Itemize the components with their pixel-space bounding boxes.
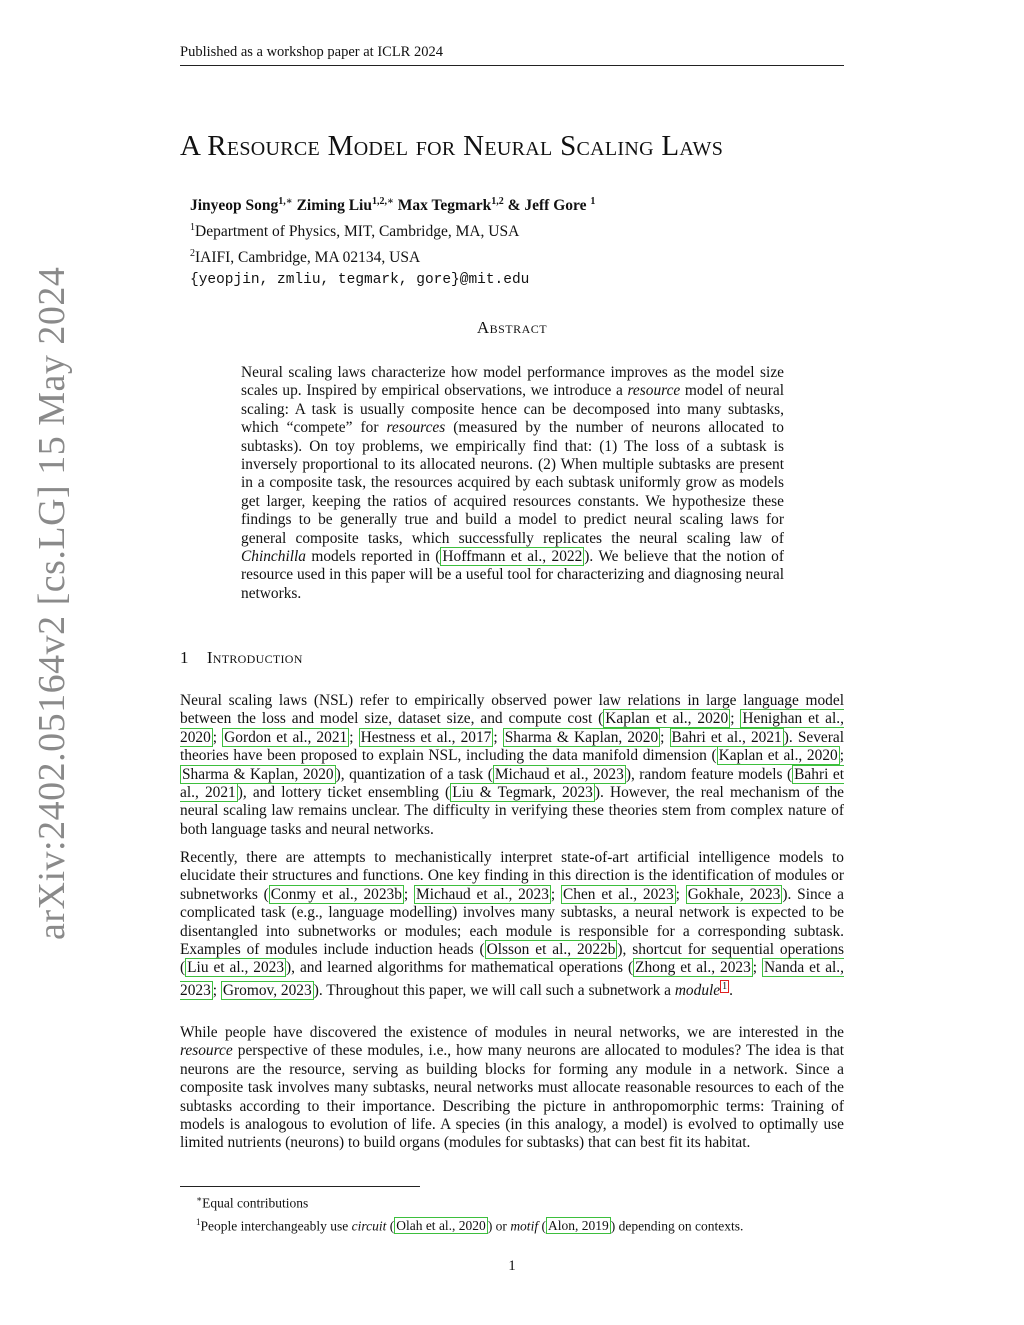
abstract-heading: Abstract: [476, 318, 548, 337]
text-run: ). Throughout this paper, we will call such a subnetwork a: [313, 981, 675, 999]
abstract-text: [241, 364, 784, 603]
emphasis: resource: [180, 1042, 233, 1060]
footnote-mark: ∗: [196, 1194, 203, 1204]
citation-link[interactable]: Hoffmann et al., 2022: [442, 548, 583, 566]
arxiv-identifier: arXiv:2402.05164v2 [cs.LG] 15 May 2024: [31, 266, 73, 940]
separator: ;: [550, 885, 562, 903]
separator: ;: [212, 728, 223, 746]
text-run: model of neural scaling: A task is usually composite hence can be decomposed into many subtasks, which “compete” for: [241, 382, 784, 437]
emphasis: Chinchilla: [241, 548, 306, 566]
text-run: Neural scaling laws (NSL) refer to empirically observed power law relations in large language model between the loss and model size, dataset size, and compute cost (: [180, 692, 844, 728]
citation-link[interactable]: Kaplan et al., 2020: [718, 747, 838, 765]
author-name: Jinyeop Song: [190, 197, 279, 215]
emphasis: resources: [386, 419, 446, 437]
running-header: Published as a workshop paper at ICLR 2024: [180, 44, 844, 66]
paper-title: A Resource Model for Neural Scaling Laws: [180, 130, 724, 162]
text-run: (measured by the number of neurons allocated to subtasks). On toy problems, we empirically find that: (1) The loss of a subtask is inversely proportional to its allocated neurons. (2) When multiple subtasks are present in a composite task, the resources acquired by each subtask uniformly grow as models get larger, keeping the ratios of acquired resources constants. We hypothesize these findings to be generally true and build a model to predict neural scaling laws for general composite tasks, which successfully replicates the neural scaling law of: [241, 419, 784, 547]
footnote-text: Equal contributions: [202, 1195, 309, 1211]
separator: ;: [403, 885, 415, 903]
text-run: ). We believe that the notion of resource used in this paper will be a useful tool for characterizing and diagnosing neural networks.: [241, 548, 784, 602]
paragraph: [180, 849, 844, 1000]
text-run: ), quantization of a task (: [335, 765, 493, 783]
text-run: ). Several theories have been proposed to explain NSL, including the data manifold dimension (: [180, 728, 844, 765]
separator: ;: [660, 728, 670, 746]
citation-link[interactable]: Olah et al., 2020: [396, 1218, 486, 1233]
paragraph: [180, 1024, 844, 1153]
affiliation-text: Department of Physics, MIT, Cambridge, MA, USA: [195, 223, 520, 241]
section-title: Introduction: [206, 648, 303, 667]
footnote-text: People interchangeably use: [200, 1218, 352, 1233]
author-superscript: 1,2,∗: [371, 196, 394, 207]
emphasis: module: [674, 981, 721, 999]
separator: ;: [752, 959, 763, 977]
footnote: [196, 1213, 856, 1236]
footnote: [196, 1190, 856, 1213]
citation-link[interactable]: Bahri et al., 2021: [671, 728, 782, 746]
affiliation-number: 1: [190, 222, 195, 234]
citation-link[interactable]: Liu & Tegmark, 2023: [452, 784, 593, 802]
text-run: ). However, the real mechanism of the neural scaling law remains unclear. The difficulty in verifying these theories stem from complex nature of both language tasks and neural networks.: [180, 784, 844, 838]
citation-link[interactable]: Olsson et al., 2022b: [486, 941, 616, 959]
citation-link[interactable]: Sharma & Kaplan, 2020: [182, 765, 334, 783]
footnotes: [196, 1190, 856, 1235]
text-run: ), and learned algorithms for mathematical operations (: [286, 959, 634, 977]
author-block: [190, 191, 595, 291]
author-name: Ziming Liu: [296, 197, 372, 215]
emphasis: circuit: [351, 1218, 387, 1233]
footnote-text: (: [538, 1218, 546, 1233]
citation-link[interactable]: Alon, 2019: [547, 1218, 609, 1233]
affiliation-text: IAIFI, Cambridge, MA 02134, USA: [195, 249, 421, 267]
footnote-text: (: [386, 1218, 395, 1233]
separator: ;: [212, 981, 221, 999]
author-superscript: 1,∗: [278, 196, 293, 207]
paragraph: [180, 692, 844, 839]
author-superscript: 1,2: [491, 196, 504, 207]
citation-link[interactable]: Nanda et al., 2023: [180, 959, 845, 999]
separator: ;: [675, 885, 686, 903]
affiliation-number: 2: [190, 248, 195, 260]
text-run: models reported in (: [305, 548, 441, 566]
separator: ;: [839, 747, 844, 765]
citation-link[interactable]: Chen et al., 2023: [563, 885, 674, 903]
author-name: Jeff Gore: [524, 197, 587, 215]
citation-link[interactable]: Henighan et al., 2020: [180, 710, 844, 746]
citation-link[interactable]: Sharma & Kaplan, 2020: [504, 728, 659, 746]
author-names: [190, 191, 595, 217]
section-number: 1: [180, 648, 189, 667]
separator: ;: [493, 728, 503, 746]
citation-link[interactable]: Gordon et al., 2021: [224, 728, 348, 746]
text-run: ), and lottery ticket ensembling (: [237, 784, 451, 802]
text-run: ), random feature models (: [625, 765, 793, 783]
affiliation: [190, 217, 595, 243]
footnote-divider: [180, 1186, 420, 1187]
separator: ;: [730, 710, 741, 728]
author-conjunction: &: [507, 197, 521, 215]
section-heading: [180, 648, 303, 668]
affiliation: [190, 243, 595, 269]
citation-link[interactable]: Gromov, 2023: [222, 981, 312, 999]
author-superscript: 1: [590, 196, 596, 207]
citation-link[interactable]: Conmy et al., 2023b: [270, 885, 402, 903]
author-name: Max Tegmark: [397, 197, 492, 215]
text-run: Recently, there are attempts to mechanistically interpret state-of-art artificial intelligence models to elucidate their structures and functions. One key finding in this direction is the identification of modules or subnetworks (: [180, 849, 844, 903]
text-run: While people have discovered the existence of modules in neural networks, we are interested in the: [180, 1024, 844, 1041]
footnote-mark: 1: [196, 1216, 201, 1227]
page-number: 1: [508, 1258, 516, 1274]
text-run: perspective of these modules, i.e., how many neurons are allocated to modules? The idea is that neurons are the resource, serving as building blocks for forming any module in a network. Since a composite task involves many subtasks, neural networks must allocate reasonable resources to each of the subtasks according to their importance. Describing the picture in anthropomorphic terms: Training of models is analogous to evolution of life. A species (in this analogy, a model) is evolved to optimally use limited nutrients (neurons) to build organs (modules for subtasks) that can best fit its habitat.: [180, 1042, 844, 1152]
citation-link[interactable]: Michaud et al., 2023: [416, 885, 549, 903]
footnote-text: ) or: [487, 1218, 511, 1233]
separator: ;: [349, 728, 359, 746]
citation-link[interactable]: Hestness et al., 2017: [360, 728, 492, 746]
text-run: ). Since a complicated task (e.g., language modelling) involves many subtasks, a neural network is expected to be disentangled into subnetworks or modules; each module is responsible for a corresponding subtask. Examples of modules include induction heads (: [180, 885, 844, 959]
author-emails: {yeopjin, zmliu, tegmark, gore}@mit.edu: [190, 272, 530, 289]
citation-link[interactable]: Kaplan et al., 2020: [605, 710, 729, 728]
emphasis: resource: [627, 382, 681, 400]
citation-link[interactable]: Gokhale, 2023: [687, 885, 781, 903]
text-run: ), shortcut for sequential operations (: [180, 941, 844, 977]
text-run: .: [729, 981, 733, 999]
citation-link[interactable]: Liu et al., 2023: [187, 959, 285, 977]
emphasis: motif: [510, 1218, 539, 1233]
footnote-text: ) depending on contexts.: [610, 1218, 744, 1233]
text-run: Neural scaling laws characterize how model performance improves as the model size scales up. Inspired by empirical observations, we introduce a: [241, 364, 784, 400]
citation-link[interactable]: Zhong et al., 2023: [635, 959, 751, 977]
footnote-link[interactable]: 1: [722, 980, 728, 992]
citation-link[interactable]: Bahri et al., 2021: [180, 765, 844, 802]
citation-link[interactable]: Michaud et al., 2023: [494, 765, 624, 783]
